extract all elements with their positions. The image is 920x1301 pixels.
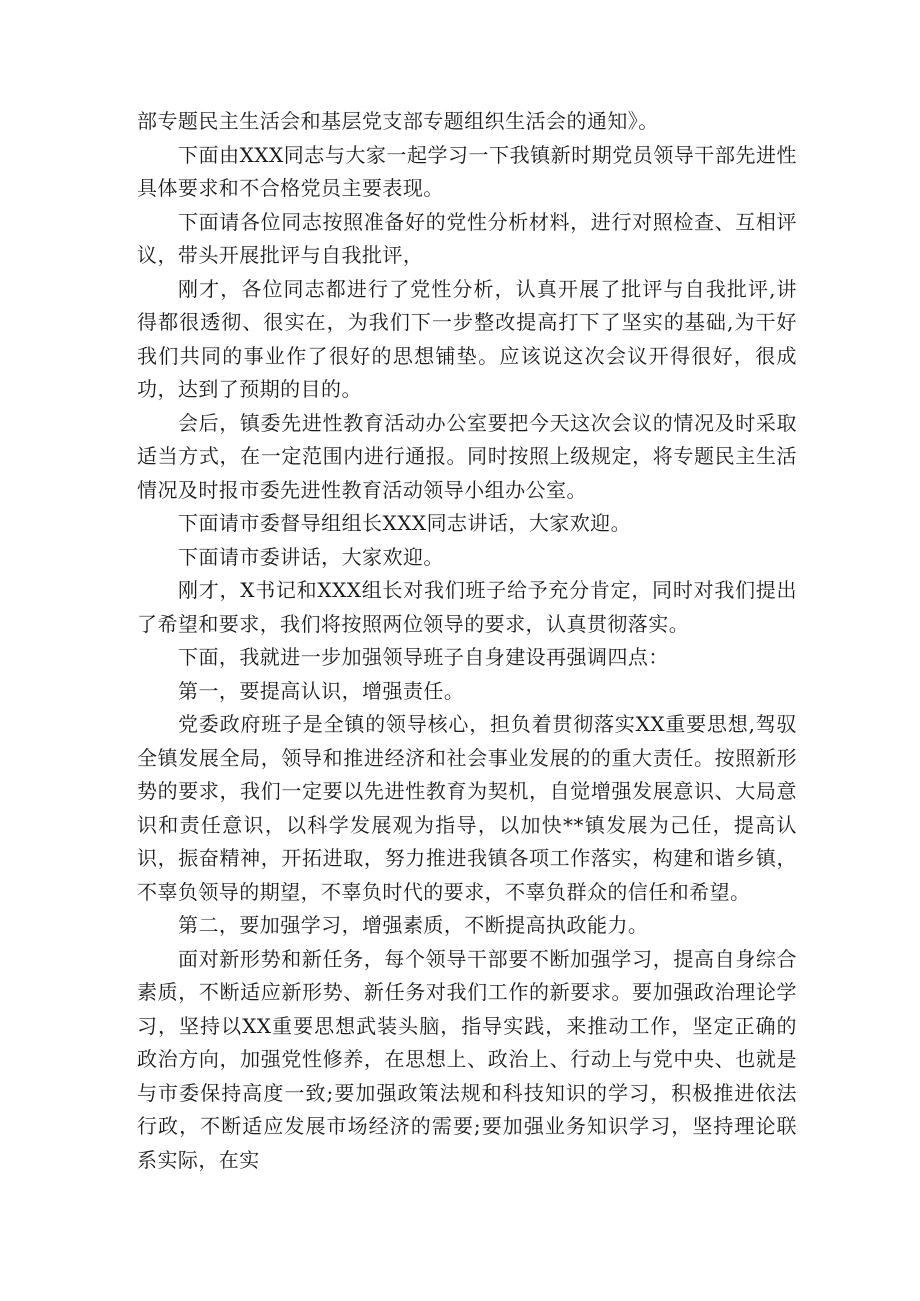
- paragraph-5: 会后，镇委先进性教育活动办公室要把今天这次会议的情况及时采取适当方式，在一定范围内进行通报。同时按照上级规定，将专题民主生活情况及时报市委先进性教育活动领导小组办公室。: [137, 410, 797, 502]
- paragraph-8: 刚才，X书记和XXX组长对我们班子给予充分肯定，同时对我们提出了希望和要求，我们将按照两位领导的要求，认真贯彻落实。: [137, 578, 797, 636]
- paragraph-2: 下面由XXX同志与大家一起学习一下我镇新时期党员领导干部先进性具体要求和不合格党员主要表现。: [137, 142, 797, 200]
- paragraph-13: 面对新形势和新任务，每个领导干部要不断加强学习，提高自身综合素质，不断适应新形势、新任务对我们工作的新要求。要加强政治理论学习，坚持以XX重要思想武装头脑，指导实践，来推动工作，坚定正确的政治方向，加强党性修养，在思想上、政治上、行动上与党中央、也就是与市委保持高度一致;要加强政策法规和科技知识的学习，积极推进依法行政，不断适应发展市场经济的需要;要加强业务知识学习，坚持理论联系实际，在实: [137, 946, 797, 1172]
- section-heading-2: 第二，要加强学习，增强素质，不断提高执政能力。: [178, 913, 649, 937]
- document-body: [137, 105, 797, 1177]
- paragraph-1: 部专题民主生活会和基层党支部专题组织生活会的通知》。: [137, 109, 659, 133]
- paragraph-3: 下面请各位同志按照准备好的党性分析材料，进行对照检查、互相评议，带头开展批评与自我批评，: [137, 209, 797, 267]
- section-heading-1: 第一，要提高认识，增强责任。: [178, 678, 465, 703]
- paragraph-4: 刚才，各位同志都进行了党性分析，认真开展了批评与自我批评,讲得都很透彻、很实在，为我们下一步整改提高打下了坚实的基础,为干好我们共同的事业作了很好的思想铺垫。应该说这次会议开得很好，很成功，达到了预期的目的。: [137, 276, 797, 401]
- paragraph-6: 下面请市委督导组组长XXX同志讲话，大家欢迎。: [178, 511, 632, 535]
- paragraph-11: 党委政府班子是全镇的领导核心，担负着贯彻落实XX重要思想,驾驭全镇发展全局，领导和推进经济和社会事业发展的的重大责任。按照新形势的要求，我们一定要以先进性教育为契机，自觉增强发展意识、大局意识和责任意识，以科学发展观为指导，以加快**镇发展为己任，提高认识，振奋精神，开拓进取，努力推进我镇各项工作落实，构建和谐乡镇，不辜负领导的期望，不辜负时代的要求，不辜负群众的信任和希望。: [137, 712, 797, 904]
- paragraph-9: 下面，我就进一步加强领导班子自身建设再强调四点：: [178, 645, 669, 669]
- paragraph-7: 下面请市委讲话，大家欢迎。: [178, 544, 444, 569]
